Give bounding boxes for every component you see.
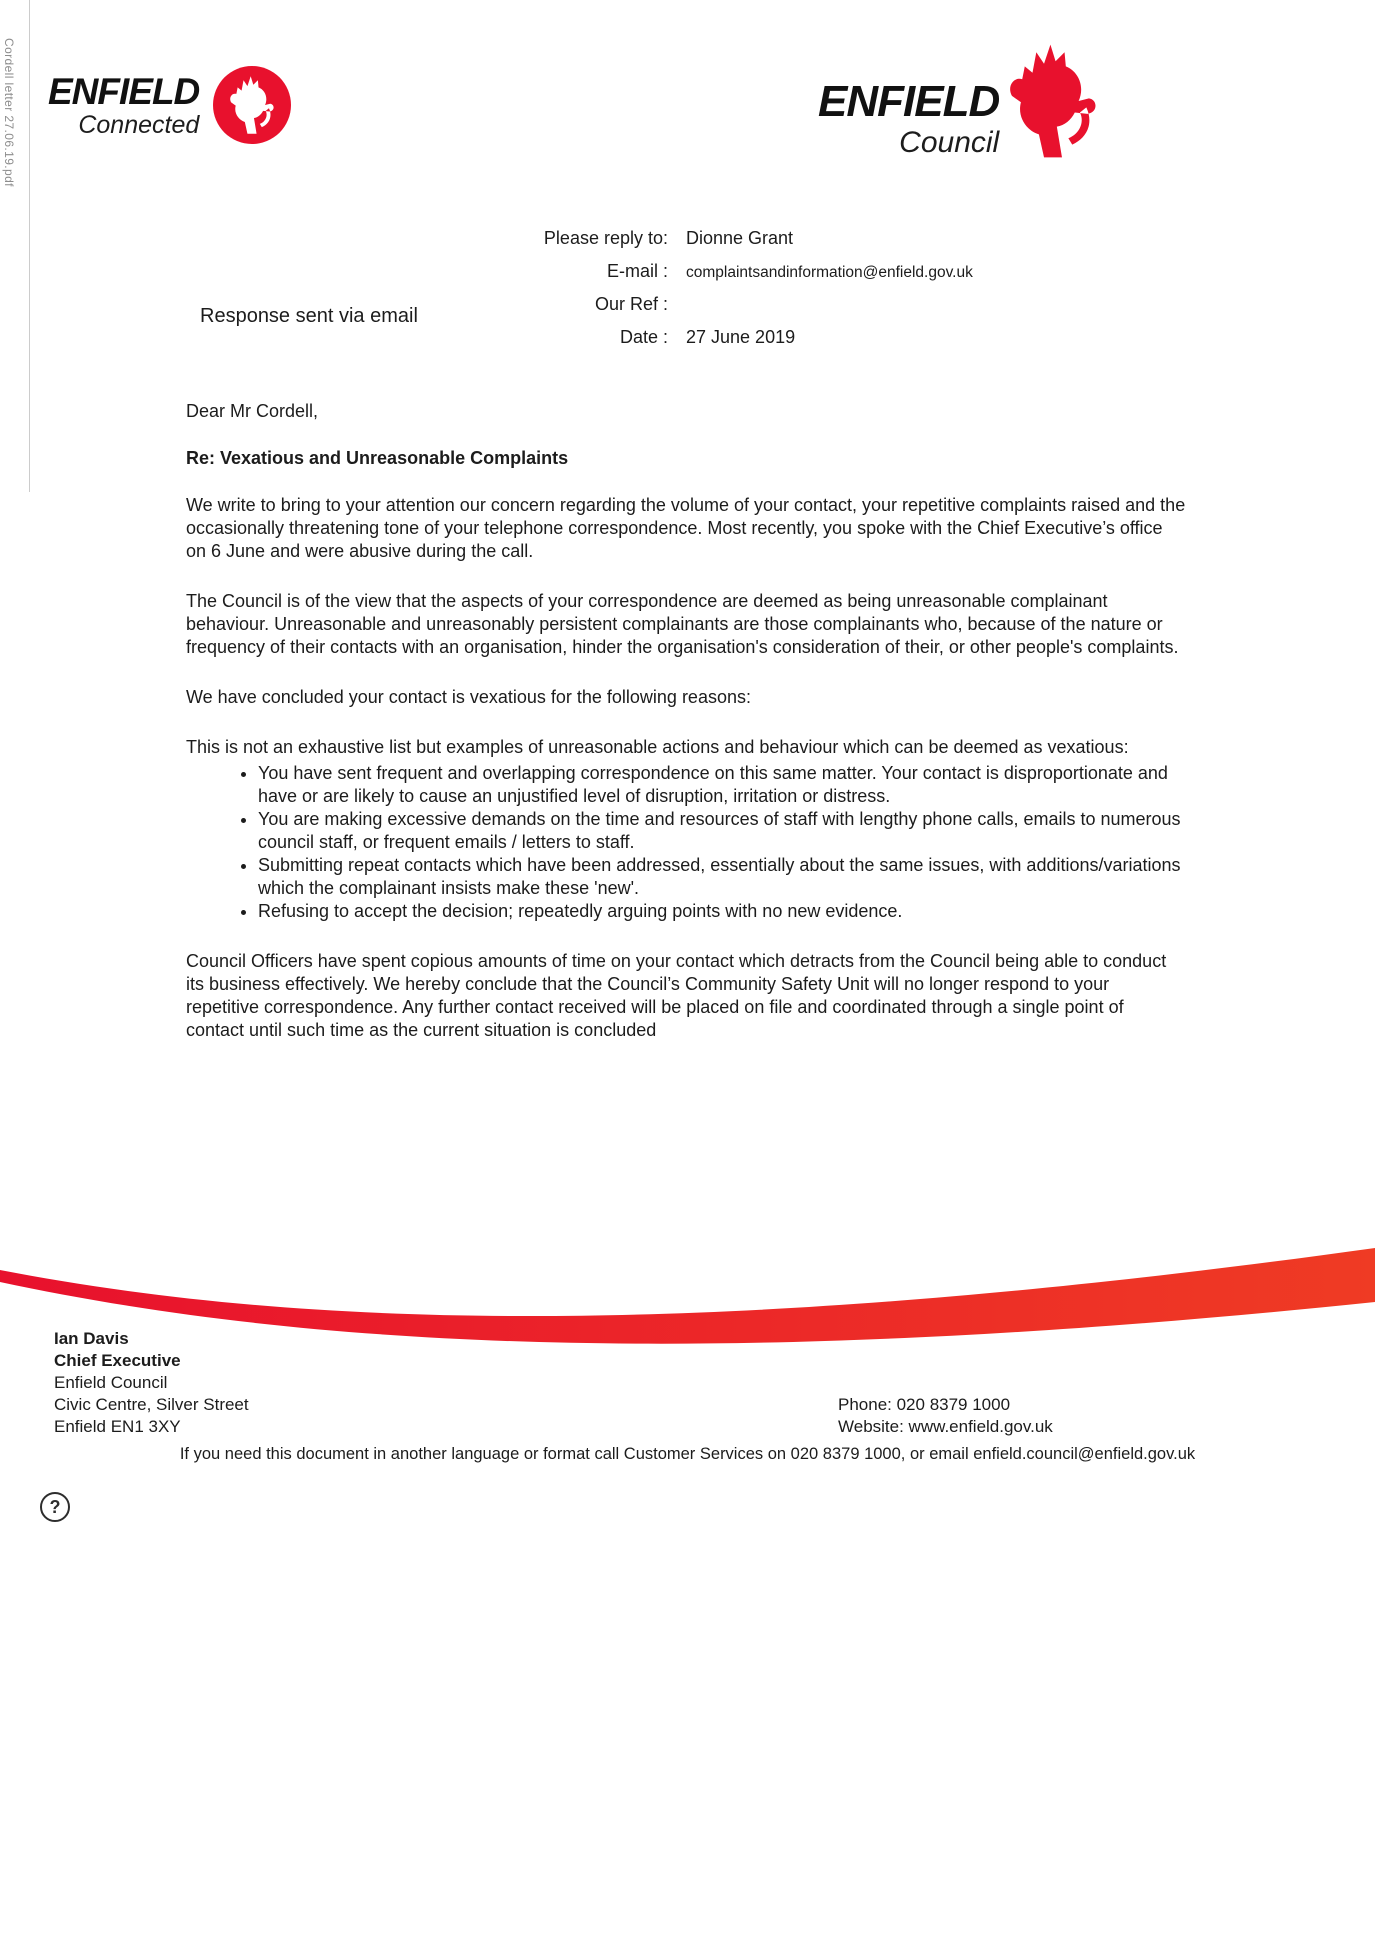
- enfield-council-logo-text: [818, 77, 1000, 159]
- letter-body: [186, 400, 1186, 1069]
- contact-block: [838, 1394, 1053, 1438]
- reply-details-block: [480, 228, 973, 360]
- logo-wordmark: ENFIELD: [818, 77, 1000, 126]
- reply-to-label: Please reply to:: [543, 228, 668, 248]
- paragraph-4: This is not an exhaustive list but examples of unreasonable actions and behaviour which can be deemed as vexatious:: [186, 737, 1129, 757]
- signatory-org: Enfield Council: [54, 1373, 168, 1392]
- date-row: [480, 327, 973, 348]
- pdf-filename-tab: Cordell letter 27.06.19.pdf: [2, 38, 16, 187]
- our-ref-label: Our Ref :: [594, 294, 668, 314]
- subject-line: Re: Vexatious and Unreasonable Complaints: [186, 448, 569, 468]
- enfield-council-logo: [818, 42, 1099, 160]
- help-icon[interactable]: ?: [40, 1492, 70, 1522]
- closing-paragraph: Council Officers have spent copious amounts of time on your contact which detracts from the Council being able to conduct its business effectively. We hereby conclude that the Council’s Community Safety Unit will no longer respond to your repetitive correspondence. Any further contact received will be placed on file and coordinated through a single point of contact until such time as the current situation is concluded: [186, 951, 1167, 1040]
- phone-line: Phone: 020 8379 1000: [838, 1395, 1011, 1414]
- email-label: E-mail :: [606, 261, 668, 281]
- paragraph-3: We have concluded your contact is vexatious for the following reasons:: [186, 687, 751, 707]
- address-line-2: Enfield EN1 3XY: [54, 1417, 181, 1436]
- signatory-title: Chief Executive: [54, 1351, 181, 1370]
- enfield-connected-logo-text: [48, 70, 200, 139]
- logo-subtitle: Connected: [78, 110, 200, 139]
- sidebar-divider: [29, 0, 30, 492]
- list-item: • You are making excessive demands on the time and resources of staff with lengthy phone calls, emails to numerous council staff, or frequent emails / letters to staff.: [258, 808, 1186, 854]
- list-item: • Refusing to accept the decision; repeatedly arguing points with no new evidence.: [258, 900, 1186, 923]
- email-value: complaintsandinformation@enfield.gov.uk: [686, 264, 973, 281]
- lion-icon: [229, 75, 275, 135]
- enfield-connected-logo: [48, 66, 291, 144]
- website-line: Website: www.enfield.gov.uk: [838, 1417, 1053, 1436]
- address-line-1: Civic Centre, Silver Street: [54, 1395, 249, 1414]
- list-item: • Submitting repeat contacts which have been addressed, essentially about the same issues, with additions/variations which the complainant insists make these 'new'.: [258, 854, 1186, 900]
- vexatious-behaviour-list: [186, 762, 1186, 923]
- logo-wordmark: ENFIELD: [48, 70, 200, 112]
- response-via-email-note: Response sent via email: [200, 305, 418, 327]
- logo-subtitle: Council: [899, 126, 1000, 159]
- signature-block: [54, 1328, 249, 1438]
- salutation: Dear Mr Cordell,: [186, 401, 319, 421]
- paragraph-1: We write to bring to your attention our concern regarding the volume of your contact, your repetitive complaints raised and the occasionally threatening tone of your telephone correspondence. Most recently, you spoke with the Chief Executive’s office on 6 June and were abusive during the call.: [186, 495, 1186, 561]
- language-format-notice: If you need this document in another language or format call Customer Services on 020 8379 1000, or email enfield.council@enfield.gov.uk: [179, 1445, 1196, 1463]
- date-label: Date :: [619, 327, 668, 347]
- date-value: 27 June 2019: [686, 327, 796, 347]
- reply-to-value: Dionne Grant: [686, 228, 794, 248]
- our-ref-row: [480, 294, 973, 315]
- list-item: • You have sent frequent and overlapping correspondence on this same matter. Your contact is disproportionate and have or are likely to cause an unjustified level of disruption, irritation or distress.: [258, 762, 1186, 808]
- enfield-lion-badge: [213, 66, 291, 144]
- paragraph-2: The Council is of the view that the aspects of your correspondence are deemed as being unreasonable complainant behaviour. Unreasonable and unreasonably persistent complainants are those complainants who, because of the nature or frequency of their contacts with an organisation, hinder the organisation's consideration of their, or other people's complaints.: [186, 591, 1179, 657]
- lion-icon: [1007, 42, 1099, 160]
- signatory-name: Ian Davis: [54, 1329, 129, 1348]
- email-row: [480, 261, 973, 282]
- reply-to-row: [480, 228, 973, 249]
